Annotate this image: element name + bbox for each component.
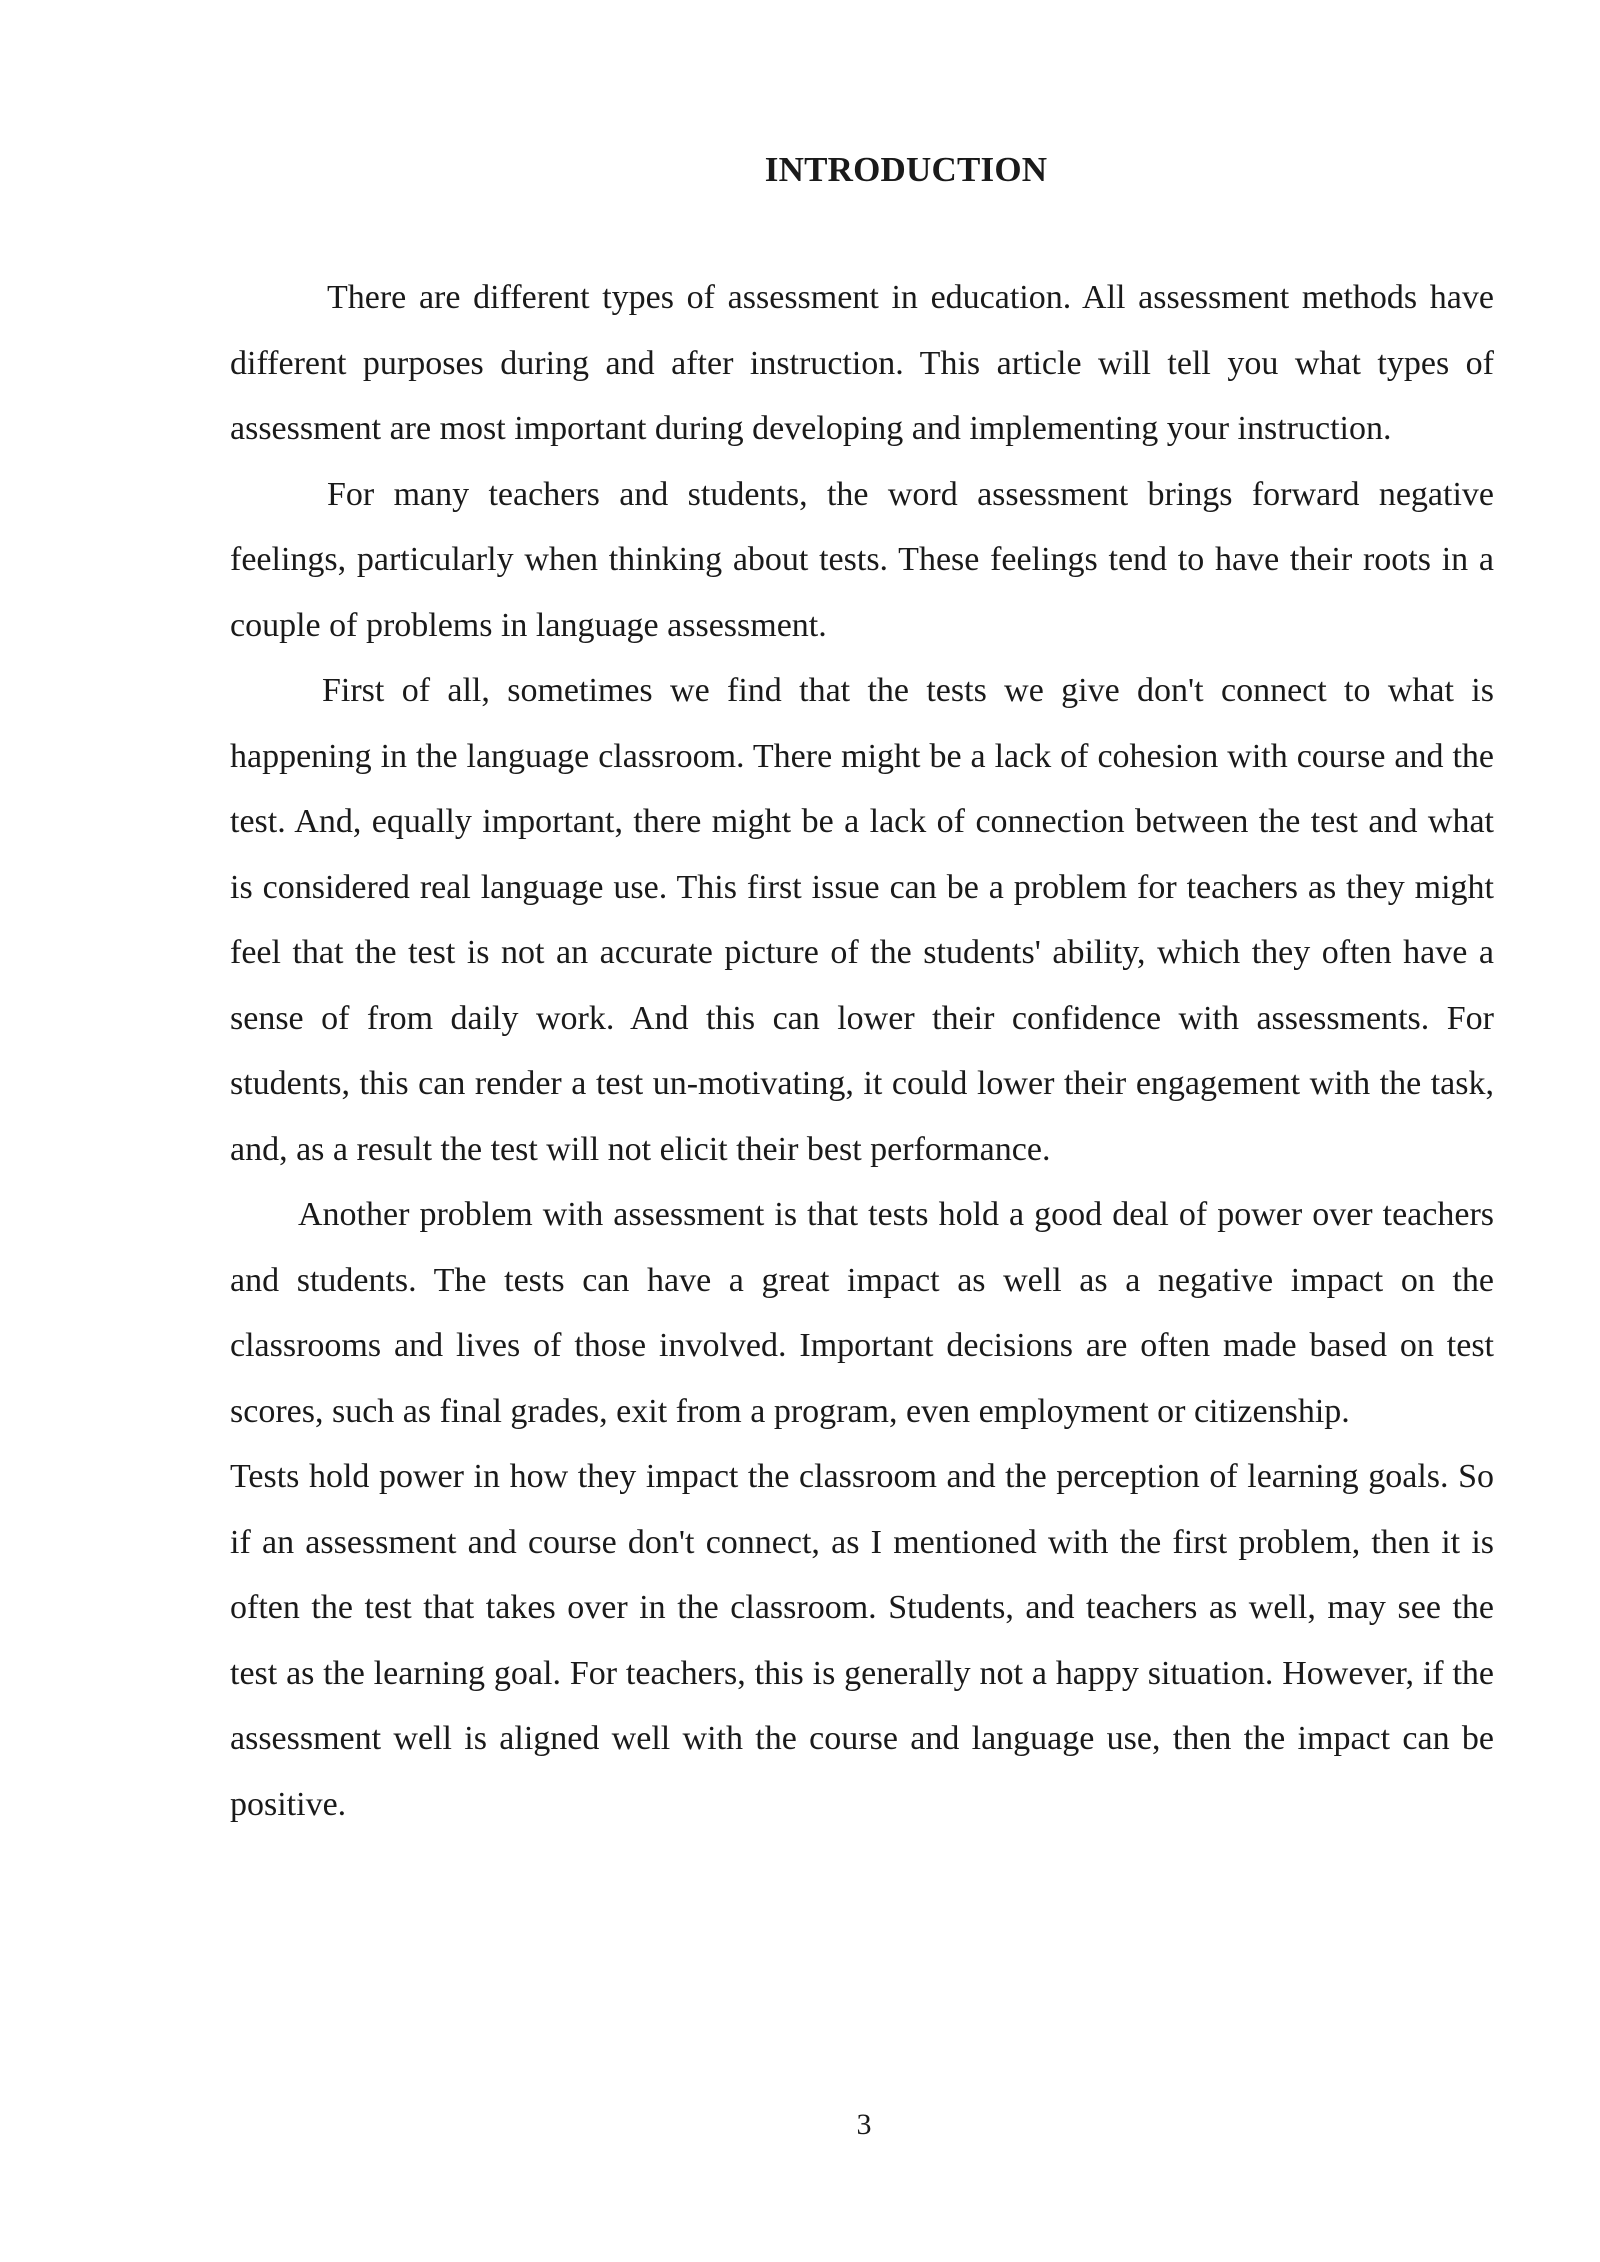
paragraph-4: Another problem with assessment is that tests hold a good deal of power over teachers and students. The tests can have a great impact as well as a negative impact on the classrooms and lives of those involved. Important decisions are often made based on test scores, such as final grades, exit from a program, even employment or citizenship. <box>230 1196 1494 1430</box>
paragraph-3: First of all, sometimes we find that the tests we give don't connect to what is happening in the language classroom. There might be a lack of cohesion with course and the test. And, equally important, there might be a lack of connection between the test and what is considered real language use. This first issue can be a problem for teachers as they might feel that the test is not an accurate picture of the students' ability, which they often have a sense of from daily work. And this can lower their confidence with assessments. For students, this can render a test un-motivating, it could lower their engagement with the task, and, as a result the test will not elicit their best performance. <box>230 672 1494 1168</box>
paragraph-2: For many teachers and students, the word assessment brings forward negative feelings, particularly when thinking about tests. These feelings tend to have their roots in a couple of problems in language assessment. <box>230 475 1494 644</box>
page-number-text: 3 <box>856 2108 872 2141</box>
page-title <box>0 150 1600 190</box>
paragraph-1: There are different types of assessment in education. All assessment methods have different purposes during and after instruction. This article will tell you what types of assessment are most important during developing and implementing your instruction. <box>230 279 1494 447</box>
document-body <box>230 265 1494 1837</box>
paragraph-5: Tests hold power in how they impact the classroom and the perception of learning goals. So if an assessment and course don't connect, as I mentioned with the first problem, then it is often the test that takes over in the classroom. Students, and teachers as well, may see the test as the learning goal. For teachers, this is generally not a happy situation. However, if the assessment well is aligned well with the course and language use, then the impact can be positive. <box>230 1458 1494 1823</box>
page-number <box>0 2108 1600 2142</box>
page-title-text: INTRODUCTION <box>764 150 1048 189</box>
